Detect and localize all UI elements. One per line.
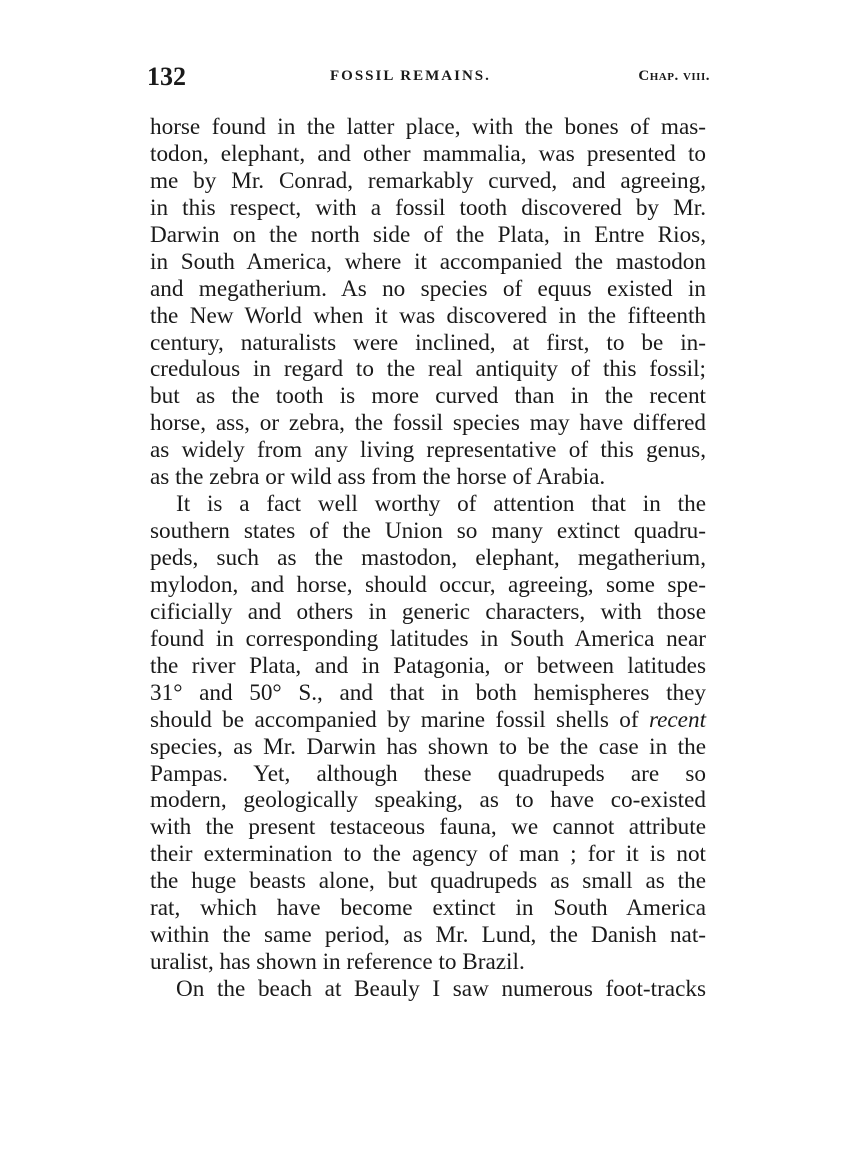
text-line: southern states of the Union so many extinct quadru- xyxy=(150,518,706,545)
text-line: within the same period, as Mr. Lund, the Danish nat- xyxy=(150,922,706,949)
text-line: the river Plata, and in Patagonia, or between latitudes xyxy=(150,652,706,679)
text-segment: should be accompanied by marine fossil shells of xyxy=(150,706,639,733)
text-line: the huge beasts alone, but quadrupeds as small as the xyxy=(150,868,706,895)
text-line: the New World when it was discovered in the fifteenth xyxy=(150,302,706,329)
text-line: modern, geologically speaking, as to have co-existed xyxy=(150,787,706,814)
paragraph-2 xyxy=(150,491,706,976)
text-line: Pampas. Yet, although these quadrupeds are so xyxy=(150,760,706,787)
text-line: peds, such as the mastodon, elephant, megatherium, xyxy=(150,545,706,571)
body-text xyxy=(150,114,706,1003)
text-line: century, naturalists were inclined, at first, to be in- xyxy=(150,329,706,356)
paragraph-1 xyxy=(150,114,706,491)
text-line: their extermination to the agency of man ; for it is not xyxy=(150,841,706,868)
text-line-with-italic xyxy=(150,707,706,734)
text-line: as the zebra or wild ass from the horse of Arabia. xyxy=(150,464,606,491)
paragraph-3 xyxy=(150,976,706,1003)
text-line: cificially and others in generic characters, with those xyxy=(150,598,706,625)
text-line: and megatherium. As no species of equus existed in xyxy=(150,275,706,302)
page-header xyxy=(147,62,710,96)
text-line: found in corresponding latitudes in South America near xyxy=(150,625,706,652)
text-line: in South America, where it accompanied the mastodon xyxy=(150,248,706,275)
text-line: credulous in regard to the real antiquity of this fossil; xyxy=(150,356,706,383)
chapter-label: Chap. viii. xyxy=(638,68,710,84)
text-line: but as the tooth is more curved than in the recent xyxy=(150,383,706,410)
text-line: in this respect, with a fossil tooth discovered by Mr. xyxy=(150,194,706,221)
text-line: It is a fact well worthy of attention that in the xyxy=(176,491,706,518)
text-line: 31° and 50° S., and that in both hemispheres they xyxy=(150,679,706,706)
text-line: with the present testaceous fauna, we cannot attribute xyxy=(150,814,706,841)
text-line: Darwin on the north side of the Plata, in Entre Rios, xyxy=(150,221,706,248)
text-line: todon, elephant, and other mammalia, was presented to xyxy=(150,140,706,167)
text-line: as widely from any living representative of this genus, xyxy=(150,437,706,464)
text-line: species, as Mr. Darwin has shown to be the case in the xyxy=(150,733,706,760)
text-line: me by Mr. Conrad, remarkably curved, and agreeing, xyxy=(150,167,706,194)
page-number: 132 xyxy=(147,62,186,91)
text-line: uralist, has shown in reference to Brazil. xyxy=(150,949,525,976)
text-line: rat, which have become extinct in South America xyxy=(150,895,706,922)
text-line: On the beach at Beauly I saw numerous foot-tracks xyxy=(176,976,706,1002)
running-head: FOSSIL REMAINS. xyxy=(330,68,491,84)
text-line: horse found in the latter place, with the bones of mas- xyxy=(150,114,706,140)
text-line: horse, ass, or zebra, the fossil species may have differed xyxy=(150,410,706,437)
italic-word: recent xyxy=(648,706,707,733)
text-line: mylodon, and horse, should occur, agreeing, some spe- xyxy=(150,571,706,598)
